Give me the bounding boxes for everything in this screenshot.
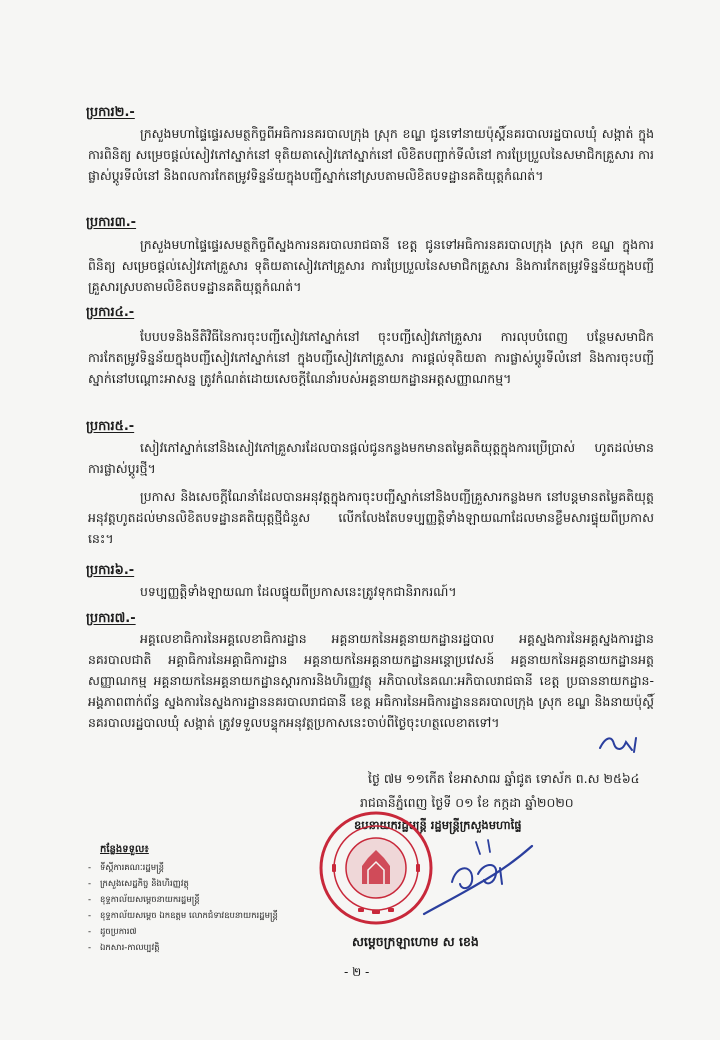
article-5-heading: ប្រការ៥.- xyxy=(86,419,135,434)
date-lunar: ថ្ងៃ ៧ម ១១កើត ខែអាសាឍ ឆ្នាំជូត ទោស័ក ព.ស ២៥៦៤ xyxy=(368,771,640,786)
cc-list xyxy=(88,860,278,956)
cc-item: - ខុទ្ទកាល័យសម្តេចនាយករដ្ឋមន្ត្រី xyxy=(88,895,200,905)
handwritten-initials-icon xyxy=(596,730,646,756)
article-4-heading: ប្រការ៤.- xyxy=(86,305,135,320)
article-7-heading: ប្រការ៧.- xyxy=(86,611,136,626)
article-4-text: បែបបទនិងនីតិវិធីនៃការចុះបញ្ជីសៀវភៅស្នាក់នៅ ចុះបញ្ជីសៀវភៅគ្រួសារ ការលុបបំពេញ បន្ថែមសមាជិក ការកែតម្រូវទិន្នន័យក្នុងបញ្ជីសៀវភៅស្នាក់នៅ ក្នុងបញ្ជីសៀវភៅគ្រួសារ ការផ្តល់ទុតិយតា ការផ្លាស់ប្តូរទីលំនៅ និងការចុះបញ្ជីស្នាក់នៅបណ្តោះអាសន្ន ត្រូវកំណត់ដោយសេចក្តីណែនាំរបស់អគ្គនាយកដ្ឋានអត្តសញ្ញាណកម្ម។ xyxy=(88,329,654,386)
article-7-text: អគ្គលេខាធិការនៃអគ្គលេខាធិការដ្ឋាន អគ្គនាយកនៃអគ្គនាយកដ្ឋានរដ្ឋបាល អគ្គស្នងការនៃអគ្គស្នងការដ្ឋាននគរបាលជាតិ អគ្គាធិការនៃអគ្គាធិការដ្ឋាន អគ្គនាយកនៃអគ្គនាយកដ្ឋានអន្តោប្រវេសន៍ អគ្គនាយកនៃអគ្គនាយកដ្ឋានអត្តសញ្ញាណកម្ម អគ្គនាយកនៃអគ្គនាយកដ្ឋានស្តារការនិងហិរញ្ញវត្ថុ អភិបាលនៃគណៈអភិបាលរាជធានី ខេត្ត ប្រធាននាយកដ្ឋាន-អង្គភាពពាក់ព័ន្ធ ស្នងការនៃស្នងការដ្ឋាននគរបាលរាជធានី ខេត្ត អធិការនៃអធិការដ្ឋាននគរបាលក្រុង ស្រុក ខណ្ឌ និងនាយប៉ុស្តិ៍នគរបាលរដ្ឋបាលឃុំ សង្កាត់ ត្រូវទទួលបន្ទុកអនុវត្តប្រកាសនេះចាប់ពីថ្ងៃចុះហត្ថលេខាតទៅ។ xyxy=(88,631,654,730)
article-6-text: បទប្បញ្ញត្តិទាំងឡាយណា ដែលផ្ទុយពីប្រកាសនេះត្រូវទុកជានិរាករណ៍។ xyxy=(140,584,457,599)
cc-item: - ឯកសារ-កាលប្បវត្តិ xyxy=(88,943,160,953)
article-5-text-continued: ប្រកាស និងសេចក្តីណែនាំដែលបានអនុវត្តក្នុងការចុះបញ្ជីស្នាក់នៅនិងបញ្ជីគ្រួសារកន្លងមក នៅបន្តមានតម្លៃគតិយុត្តអនុវត្តហូតដល់មានលិខិតបទដ្ឋានគតិយុត្តថ្មីជំនួស លើកលែងតែបទប្បញ្ញត្តិទាំងឡាយណាដែលមានខ្លឹមសារផ្ទុយពីប្រកាសនេះ។ xyxy=(88,489,654,546)
cc-item: - ទីស្តីការគណៈរដ្ឋមន្ត្រី xyxy=(88,863,165,873)
article-3-heading: ប្រការ៣.- xyxy=(86,215,137,230)
article-2-text: ក្រសួងមហាផ្ទៃផ្ទេរសមត្ថកិច្ចពីអធិការនគរបាលក្រុង ស្រុក ខណ្ឌ ជូនទៅនាយប៉ុស្តិ៍នគរបាលរដ្ឋបាលឃុំ សង្កាត់ ក្នុងការពិនិត្យ សម្រេចផ្តល់សៀវភៅស្នាក់នៅ ទុតិយតាសៀវភៅស្នាក់នៅ លិខិតបញ្ជាក់ទីលំនៅ ការប្រែប្រួលនៃសមាជិកគ្រួសារ ការផ្លាស់ប្តូរទីលំនៅ និងពលការកែតម្រូវទិន្នន័យក្នុងបញ្ជីស្នាក់នៅស្របតាមលិខិតបទដ្ឋានគតិយុត្តកំណត់។ xyxy=(88,126,654,183)
cc-item: - ខុទ្ទកាល័យសម្តេច ឯកឧត្តម លោកជំទាវឧបនាយករដ្ឋមន្ត្រី xyxy=(88,911,278,921)
official-seal-icon xyxy=(318,810,434,926)
article-2-heading: ប្រការ២.- xyxy=(86,105,135,120)
signer-office: ឧបនាយករដ្ឋមន្ត្រី រដ្ឋមន្ត្រីក្រសួងមហាផ្ទៃ xyxy=(354,818,522,832)
article-3-text: ក្រសួងមហាផ្ទៃផ្ទេរសមត្ថកិច្ចពីស្នងការនគរបាលរាជធានី ខេត្ត ជូនទៅអធិការនគរបាលក្រុង ស្រុក ខណ្ឌ ក្នុងការពិនិត្យ សម្រេចផ្តល់សៀវភៅគ្រួសារ ទុតិយតាសៀវភៅគ្រួសារ ការប្រែប្រួលនៃសមាជិកគ្រួសារ និងការកែតម្រូវទិន្នន័យក្នុងបញ្ជីគ្រួសារស្របតាមលិខិតបទដ្ឋានគតិយុត្តកំណត់។ xyxy=(88,237,654,294)
handwritten-signature-icon xyxy=(418,836,538,926)
signer-name: សម្តេចក្រឡាហោម ស ខេង xyxy=(352,934,479,949)
article-5-text: សៀវភៅស្នាក់នៅនិងសៀវភៅគ្រួសារដែលបានផ្តល់ជូនកន្លងមកមានតម្លៃគតិយុត្តក្នុងការប្រើប្រាស់ ហូតដល់មានការផ្លាស់ប្តូរថ្មី។ xyxy=(88,440,654,476)
article-6-heading: ប្រការ៦.- xyxy=(86,563,135,578)
cc-item: - ដូចប្រការ៧ xyxy=(88,927,137,937)
date-solar: រាជធានីភ្នំពេញ ថ្ងៃទី ០១ ខែ កក្កដា ឆ្នាំ២០២០ xyxy=(360,795,574,810)
page-number: - ២ - xyxy=(344,965,370,979)
cc-item: - ក្រសួងសេដ្ឋកិច្ច និងហិរញ្ញវត្ថុ xyxy=(88,879,189,889)
cc-title: កន្លែងទទួល៖ xyxy=(100,844,149,855)
